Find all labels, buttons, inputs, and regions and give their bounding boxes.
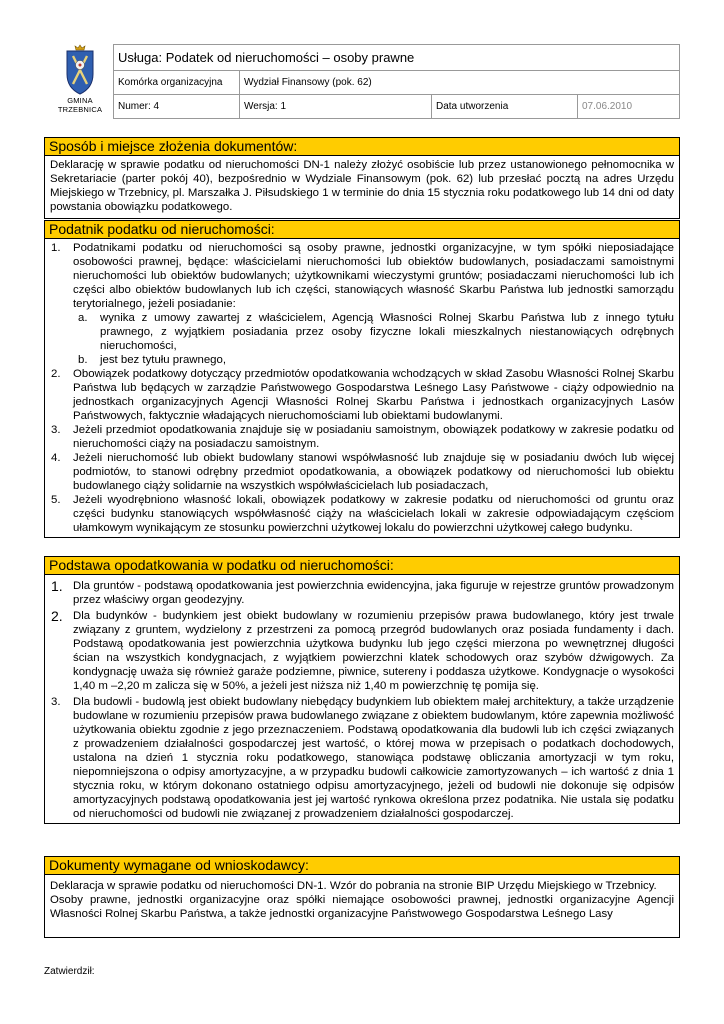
section-required-documents bbox=[44, 856, 680, 938]
list-item: 3. Dla budowli - budowlą jest obiekt budowlany niebędący budynkiem lub obiektem małej architektury, a także urządzenie budowlane w rozumieniu przepisów prawa budowlanego związane z obiektem budowlanym, które zapewnia możliwość użytkowania obiektu zgodnie z jego przeznaczeniem. Podstawą opodatkowania dla budowli lub ich części związanych z prowadzeniem działalności gospodarczej jest wartość, o której mowa w przepisach o podatkach dochodowych, ustalona na dzień 1 stycznia roku podatkowego, stanowiąca podstawę obliczania amortyzacji w tym roku, niepomniejszona o odpisy amortyzacyjne, a w przypadku budowli całkowicie zamortyzowanych – ich wartość z dnia 1 stycznia roku, w którym dokonano ostatniego odpisu amortyzacyjnego, jeżeli od budowli nie dokonuje się odpisów amortyzacyjnych podstawą opodatkowania jest jej wartość rynkowa określona przez podatnika. Nie ustala się podatku od nieruchomości od budowli nie związanej z prowadzeniem działalności gospodarczej. bbox=[51, 696, 674, 820]
sub-list-item: b. jest bez tytułu prawnego, bbox=[78, 354, 227, 366]
created-label: Data utworzenia bbox=[432, 95, 578, 119]
section-text: Deklaracja w sprawie podatku od nieruchomości DN-1. Wzór do pobrania na stronie BIP Urzędu Miejskiego w Trzebnicy. bbox=[50, 880, 657, 892]
section-heading: Podatnik podatku od nieruchomości: bbox=[45, 221, 679, 239]
service-title: Usługa: Podatek od nieruchomości – osoby prawne bbox=[114, 45, 680, 71]
section-heading: Podstawa opodatkowania w podatku od nieruchomości: bbox=[45, 557, 679, 575]
list-item: 1. Dla gruntów - podstawą opodatkowania jest powierzchnia ewidencyjna, jaka figuruje w rejestrze gruntów prowadzonym przez właściwy organ geodezyjny. bbox=[51, 578, 674, 606]
section-tax-base bbox=[44, 556, 680, 824]
created-value: 07.06.2010 bbox=[578, 95, 680, 119]
version-label: Wersja: 1 bbox=[240, 95, 432, 119]
number-label: Numer: 4 bbox=[114, 95, 240, 119]
unit-value: Wydział Finansowy (pok. 62) bbox=[240, 71, 680, 95]
section-heading: Dokumenty wymagane od wnioskodawcy: bbox=[45, 857, 679, 875]
section-text: Osoby prawne, jednostki organizacyjne oraz spółki niemające osobowości prawnej, jednostki organizacyjne Agencji Własności Rolnej Skarbu Państwa, a także jednostki organizacyjne Państwowego Gospodarstwa Leśnego Lasy bbox=[50, 894, 674, 920]
approved-by-label: Zatwierdził: bbox=[44, 966, 95, 977]
section-heading: Sposób i miejsce złożenia dokumentów: bbox=[45, 138, 679, 156]
list-item: 2. Obowiązek podatkowy dotyczący przedmiotów opodatkowania wchodzących w skład Zasobu Własności Rolnej Skarbu Państwa lub będących w zarządzie Państwowego Gospodarstwa Leśnego Lasy Państwowe - ciąży odpowiednio na jednostkach organizacyjnych Agencji Własności Rolnej Skarbu Państwa i jednostkach organizacyjnych Lasów Państwowych, faktycznie władających nieruchomościami lub obiektami budowlanymi. bbox=[51, 368, 674, 422]
list-item: 5. Jeżeli wyodrębniono własność lokali, obowiązek podatkowy w zakresie podatku od nieruchomości od gruntu oraz części budynku stanowiących współwłasność ciąży na właścicielach lokali w zakresie odpowiadającym częściom ułamkowym wynikającym ze stosunku powierzchni użytkowej lokalu do powierzchni użytkowej całego budynku. bbox=[51, 494, 674, 534]
document-header-table bbox=[113, 44, 680, 119]
section-text: Deklarację w sprawie podatku od nieruchomości DN-1 należy złożyć osobiście lub przez ustanowionego pełnomocnika w Sekretariacie (parter pokój 40), bezpośrednio w Wydziale Finansowym (pok. 62) lub przesłać pocztą na adres Urzędu Miejskiego w Trzebnicy, pl. Marszałka J. Piłsudskiego 1 w terminie do dnia 15 stycznia roku podatkowego lub 14 dni od daty powstania obowiązku podatkowego. bbox=[50, 159, 674, 213]
sub-list-item: a. wynika z umowy zawartej z właścicielem, Agencją Własności Rolnej Skarbu Państwa lub z innego tytułu prawnego, z wyjątkiem posiadania przez osoby fizyczne lokali mieszkalnych niestanowiących odrębnych nieruchomości, bbox=[78, 312, 674, 352]
section-taxpayer bbox=[44, 220, 680, 538]
municipality-logo bbox=[52, 44, 108, 120]
unit-label: Komórka organizacyjna bbox=[114, 71, 240, 95]
list-item: 2. Dla budynków - budynkiem jest obiekt budowlany w rozumieniu przepisów prawa budowlanego, który jest trwale związany z gruntem, wydzielony z przestrzeni za pomocą przegród budowlanych oraz posiada fundamenty i dach. Podstawą opodatkowania jest powierzchnia użytkowa budynku lub jego części mierzona po wewnętrznej długości ścian na wszystkich kondygnacjach, z wyjątkiem powierzchni klatek schodowych oraz szybów dźwigowych. Za kondygnację uważa się również garaże podziemne, piwnice, sutereny i poddasza użytkowe. Kondygnacje o wysokości 1,40 m –2,20 m zalicza się w 50%, a jeżeli jest niższa niż 1,40 m powierzchnię tę pomija się. bbox=[51, 608, 674, 692]
list-item: 4. Jeżeli nieruchomość lub obiekt budowlany stanowi współwłasność lub znajduje się w posiadaniu dwóch lub więcej podmiotów, to stanowi odrębny przedmiot opodatkowania, a obowiązek podatkowy od nieruchomości lub obiektu budowlanego ciąży solidarnie na wszystkich współwłaścicielach lub posiadaczach, bbox=[51, 452, 674, 492]
section-submission bbox=[44, 137, 680, 219]
coat-of-arms-icon bbox=[65, 44, 95, 96]
logo-caption: GMINA TRZEBNICA bbox=[57, 96, 103, 114]
list-item: 3. Jeżeli przedmiot opodatkowania znajduje się w posiadaniu samoistnym, obowiązek podatkowy w zakresie podatku od nieruchomości ciąży na posiadaczu samoistnym. bbox=[51, 424, 674, 450]
list-item: 1. Podatnikami podatku od nieruchomości są osoby prawne, jednostki organizacyjne, w tym spółki nieposiadające osobowości prawnej, będące: właścicielami nieruchomości lub obiektów budowlanych, posiadaczami samoistnymi nieruchomości lub obiektów budowlanych; użytkownikami wieczystymi gruntów; posiadaczami nieruchomości lub ich części albo obiektów budowlanych lub ich części, stanowiących własność Skarbu Państwa lub jednostki samorządu terytorialnego, jeżeli posiadanie: a. wynika z umowy zawartej z właścicielem, Agencją Własności Rolnej Skarbu Państwa lub z innego tytułu prawnego, z wyjątkiem posiadania przez osoby fizyczne lokali mieszkalnych niestanowiących odrębnych nieruchomości, b. jest bez tytułu prawnego, bbox=[51, 242, 674, 366]
